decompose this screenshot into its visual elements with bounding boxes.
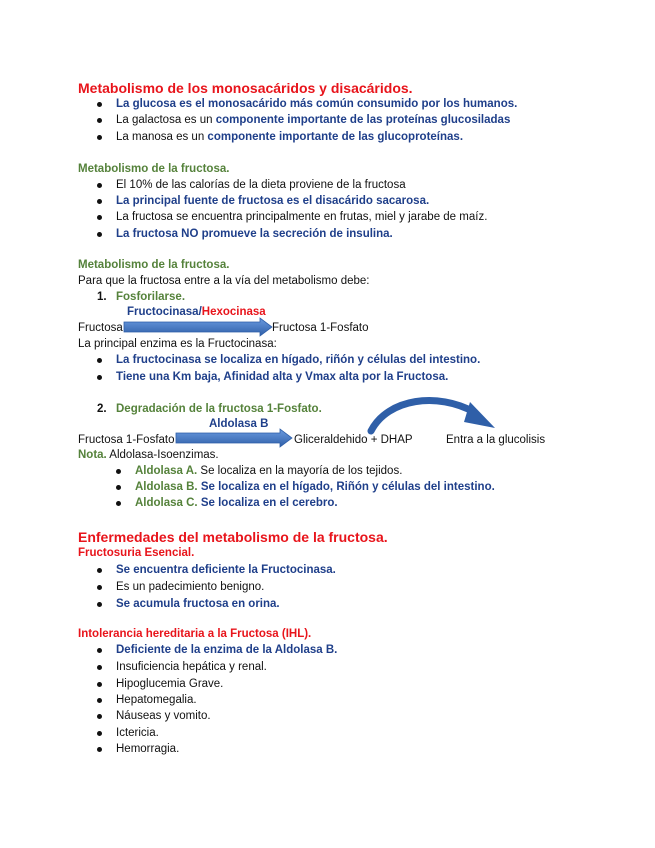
nota-label: Nota. [78, 449, 107, 461]
ihl-bullet-4: Hepatomegalia. [116, 694, 197, 706]
reaction1-substrate: Fructosa [78, 322, 123, 334]
sec2-bullet-1: El 10% de las calorías de la dieta proviene de la fructosa [116, 179, 406, 191]
sec1-b3-pre: La manosa es un [116, 131, 208, 143]
sec1-bullet-1: La glucosa es el monosacárido más común consumido por los humanos. [116, 98, 518, 110]
sec3-intro: Para que la fructosa entre a la vía del metabolismo debe: [78, 275, 370, 287]
section4-title: Enfermedades del metabolismo de la fructosa. [78, 529, 388, 545]
aldolasa-c-name: Aldolasa C. [135, 497, 198, 509]
section1-title: Metabolismo de los monosacáridos y disacáridos. [78, 80, 413, 96]
nota [78, 448, 219, 463]
aldolasa-a-text: Se localiza en la mayoría de los tejidos. [197, 465, 403, 477]
section3-title: Metabolismo de la fructosa. [78, 259, 230, 271]
enzyme1 [127, 305, 266, 320]
enzyme2: Aldolasa B [209, 418, 269, 430]
sec2-bullet-3: La fructosa se encuentra principalmente en frutas, miel y jarabe de maíz. [116, 211, 488, 223]
ihl-bullet-1: Deficiente de la enzima de la Aldolasa B. [116, 644, 338, 656]
reaction2-end: Entra a la glucolisis [446, 434, 546, 446]
ihl-bullet-7: Hemorragia. [116, 743, 180, 755]
ihl-bullet-6: Ictericia. [116, 727, 159, 739]
fructosuria-bullet-3: Se acumula fructosa en orina. [116, 598, 280, 610]
aldolasa-a [135, 464, 402, 479]
step1-number: 1. [97, 291, 107, 303]
sec2-bullet-4: La fructosa NO promueve la secreción de insulina. [116, 228, 393, 240]
fructosuria-bullet-1: Se encuentra deficiente la Fructocinasa. [116, 564, 336, 576]
aldolasa-c-text: Se localiza en el cerebro. [197, 497, 338, 509]
section2-title: Metabolismo de la fructosa. [78, 163, 230, 175]
aldolasa-b-name: Aldolasa B. [135, 481, 198, 493]
aldolasa-b-text: Se localiza en el hígado, Riñón y células del intestino. [197, 481, 495, 493]
step2-number: 2. [97, 403, 107, 415]
ihl-bullet-3: Hipoglucemia Grave. [116, 678, 224, 690]
enzyme1-hexocinasa: Hexocinasa [201, 306, 266, 318]
fructosuria-title: Fructosuria Esencial. [78, 547, 195, 559]
aldolasa-b [135, 480, 495, 495]
reaction2-substrate: Fructosa 1-Fosfato [78, 434, 175, 446]
step1 [97, 290, 186, 305]
sec1-b3-bold: componente importante de las glucoproteínas. [207, 131, 464, 143]
sec1-bullet-2 [116, 113, 510, 128]
ihl-bullet-5: Náuseas y vomito. [116, 710, 211, 722]
ihl-title: Intolerancia hereditaria a la Fructosa (IHL). [78, 628, 312, 640]
sec1-b2-bold: componente importante de las proteínas glucosiladas [215, 114, 511, 126]
step2 [97, 402, 322, 417]
reaction2-product: Gliceraldehido + DHAP [294, 434, 413, 446]
step1-label: Fosforilarse. [116, 291, 186, 303]
reaction-arrow-1 [124, 318, 272, 336]
sec1-b2-pre: La galactosa es un [116, 114, 216, 126]
ihl-bullet-2: Insuficiencia hepática y renal. [116, 661, 267, 673]
sec2-bullet-2: La principal fuente de fructosa es el disacárido sacarosa. [116, 195, 430, 207]
sec1-bullet-3 [116, 130, 463, 145]
aldolasa-c [135, 496, 338, 511]
reaction1-product: Fructosa 1-Fosfato [272, 322, 369, 334]
nota-text: Aldolasa-Isoenzimas. [106, 449, 219, 461]
fructosuria-bullet-2: Es un padecimiento benigno. [116, 581, 265, 593]
curved-arrow [371, 401, 474, 431]
step2-label: Degradación de la fructosa 1-Fosfato. [116, 403, 322, 415]
enzyme1-fructocinasa: Fructocinasa/ [127, 306, 202, 318]
principal-bullet-2: Tiene una Km baja, Afinidad alta y Vmax alta por la Fructosa. [116, 371, 449, 383]
aldolasa-a-name: Aldolasa A. [135, 465, 198, 477]
principal-enzyme: La principal enzima es la Fructocinasa: [78, 338, 277, 350]
principal-bullet-1: La fructocinasa se localiza en hígado, riñón y células del intestino. [116, 354, 481, 366]
